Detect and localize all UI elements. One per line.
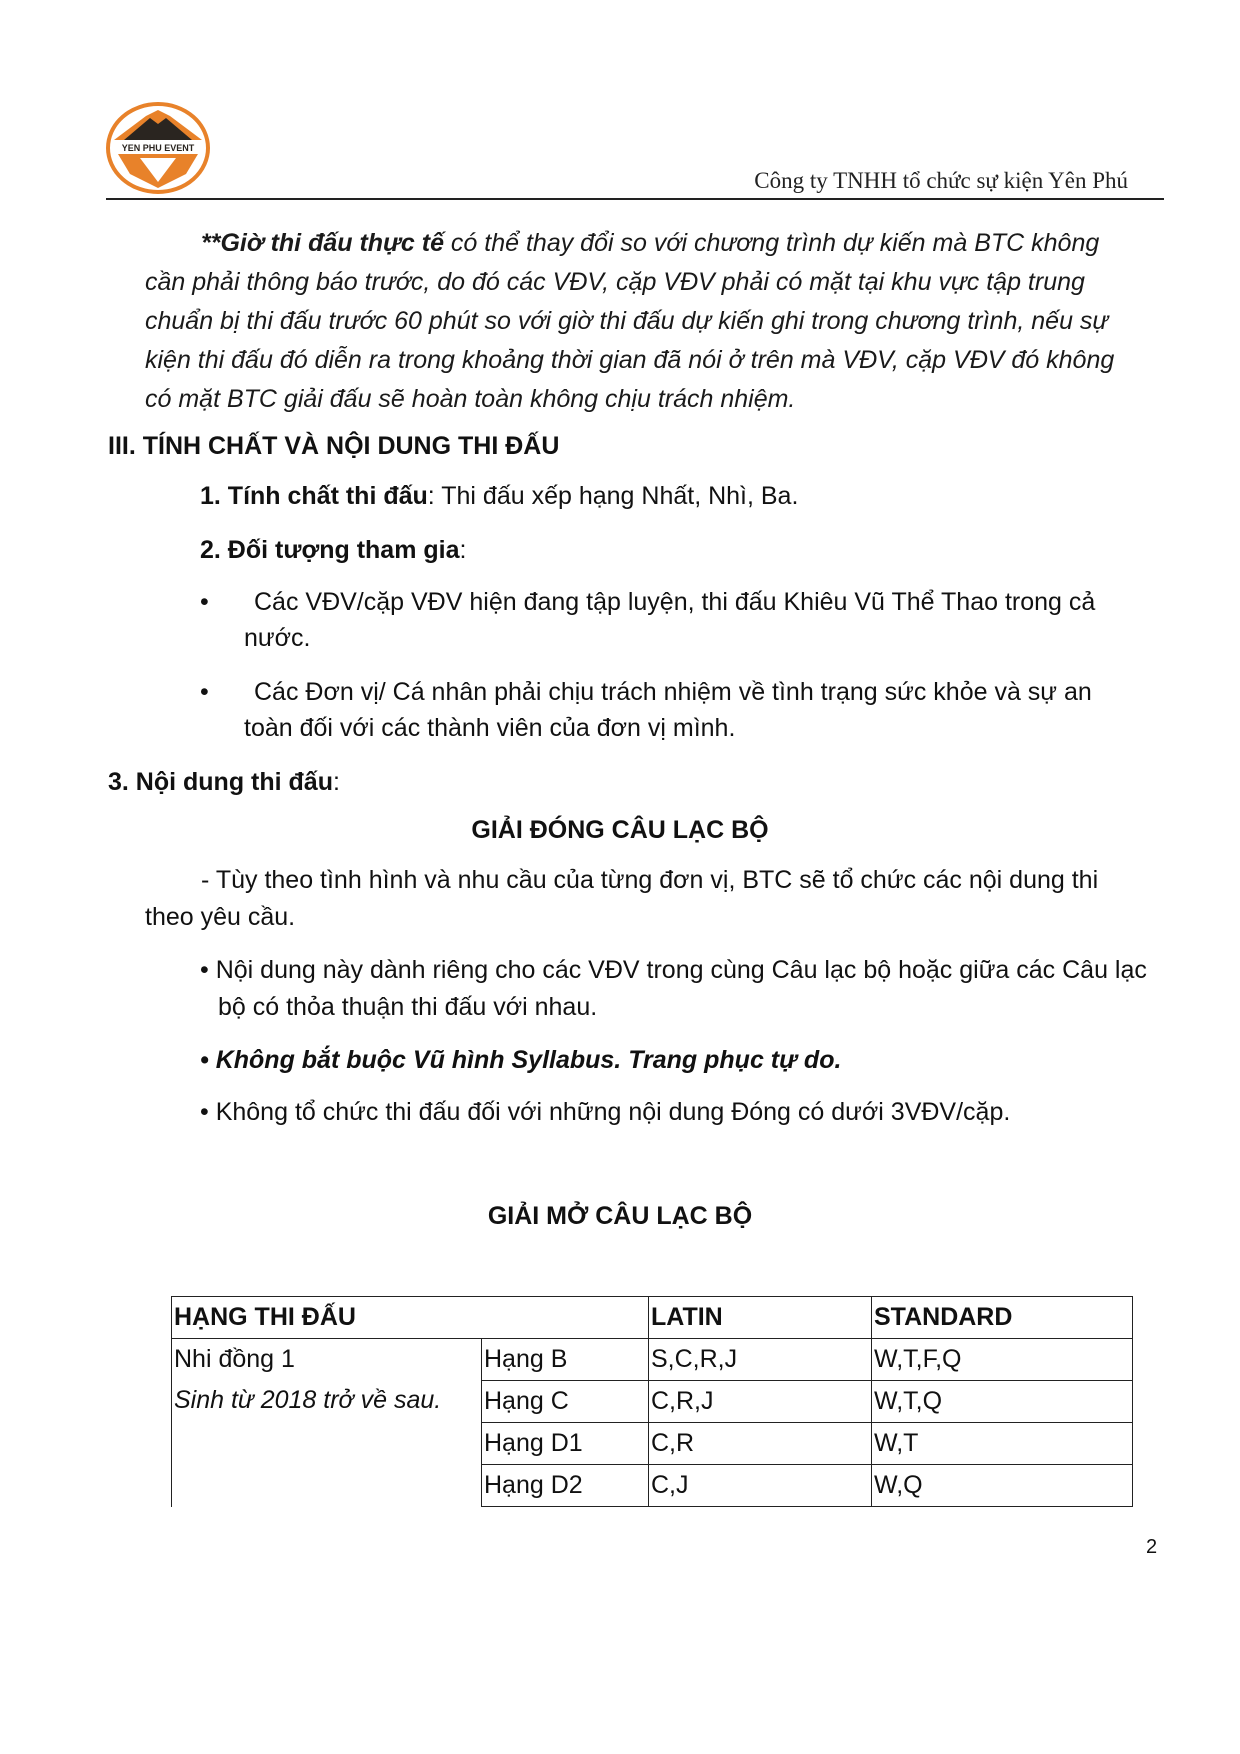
standard-cell: W,T,F,Q <box>872 1339 1133 1381</box>
open-club-heading: GIẢI MỞ CÂU LẠC BỘ <box>487 1202 753 1230</box>
standard-cell: W,Q <box>872 1465 1133 1507</box>
logo-text: YEN PHU EVENT <box>121 143 195 153</box>
item3-label: 3. Nội dung thi đấu <box>108 768 333 796</box>
bullet-text: Nội dung này dành riêng cho các VĐV trong cùng Câu lạc bộ hoặc giữa các Câu lạc <box>215 956 1147 984</box>
item1-text: : Thi đấu xếp hạng Nhất, Nhì, Ba. <box>427 482 799 510</box>
company-name: Công ty TNHH tổ chức sự kiện Yên Phú <box>754 168 1128 193</box>
latin-cell: C,R,J <box>649 1381 872 1423</box>
level-cell: Hạng D2 <box>482 1465 649 1507</box>
latin-cell: S,C,R,J <box>649 1339 872 1381</box>
bullet-text: Không bắt buộc Vũ hình Syllabus. Trang phục tự do. <box>215 1046 842 1074</box>
list-item <box>200 952 1160 1026</box>
closed-intro <box>145 862 1145 936</box>
notice-text: có thể thay đổi so với chương trình dự kiến mà BTC không cần phải thông báo trước, do đó các VĐV, cặp VĐV phải có mặt tại khu vực tập trung chuẩn bị thi đấu trước 60 phút so với giờ thi đấu dự kiến ghi trong chương trình, nếu sự kiện thi đấu đó diễn ra trong khoảng thời gian đã nói ở trên mà VĐV, cặp VĐV đó không có mặt BTC giải đấu sẽ hoàn toàn không chịu trách nhiệm. <box>145 229 1115 413</box>
bullet-icon: • <box>200 956 216 984</box>
age-group-cell <box>172 1339 482 1507</box>
table-row <box>172 1339 1133 1381</box>
item2-label: 2. Đối tượng tham gia <box>200 536 460 564</box>
header-latin: LATIN <box>649 1297 872 1339</box>
standard-cell: W,T,Q <box>872 1381 1133 1423</box>
table-header-row <box>172 1297 1133 1339</box>
schedule-notice <box>145 224 1145 419</box>
closed-club-heading: GIẢI ĐÓNG CÂU LẠC BỘ <box>471 816 769 844</box>
page-number: 2 <box>1146 1536 1158 1558</box>
level-cell: Hạng B <box>482 1339 649 1381</box>
competition-content <box>108 768 340 797</box>
bullet-icon: • <box>200 678 209 706</box>
section-heading: III. TÍNH CHẤT VÀ NỘI DUNG THI ĐẤU <box>108 432 560 460</box>
latin-cell: C,J <box>649 1465 872 1507</box>
item2-text: : <box>459 536 467 564</box>
list-item <box>200 1094 1160 1131</box>
participants <box>200 536 466 565</box>
item1-label: 1. Tính chất thi đấu <box>200 482 428 510</box>
header-standard: STANDARD <box>872 1297 1133 1339</box>
item3-text: : <box>332 768 340 796</box>
header-rule <box>106 198 1164 200</box>
closed-intro-text: - Tùy theo tình hình và nhu cầu của từng đơn vị, BTC sẽ tổ chức các nội dung thi theo yêu cầu. <box>145 866 1099 931</box>
level-cell: Hạng C <box>482 1381 649 1423</box>
notice-bold-lead: **Giờ thi đấu thực tế <box>201 229 444 257</box>
age-group-note: Sinh từ 2018 trở về sau. <box>174 1386 442 1414</box>
category-table <box>171 1296 1133 1507</box>
standard-cell: W,T <box>872 1423 1133 1465</box>
bullet-text: Các Đơn vị/ Cá nhân phải chịu trách nhiệm về tình trạng sức khỏe và sự an toàn đối với các thành viên của đơn vị mình. <box>244 678 1092 742</box>
bullet-text: Các VĐV/cặp VĐV hiện đang tập luyện, thi đấu Khiêu Vũ Thể Thao trong cả nước. <box>244 588 1096 652</box>
company-logo <box>106 102 210 194</box>
bullet-text-cont: bộ có thỏa thuận thi đấu với nhau. <box>218 993 598 1021</box>
latin-cell: C,R <box>649 1423 872 1465</box>
bullet-icon: • <box>200 588 209 616</box>
header-category: HẠNG THI ĐẤU <box>172 1297 649 1339</box>
age-group-name: Nhi đồng 1 <box>174 1345 295 1373</box>
level-cell: Hạng D1 <box>482 1423 649 1465</box>
list-item <box>200 1042 1160 1079</box>
competition-nature <box>200 482 798 511</box>
bullet-text: Không tổ chức thi đấu đối với những nội dung Đóng có dưới 3VĐV/cặp. <box>215 1098 1011 1126</box>
bullet-icon: • <box>200 1098 216 1126</box>
bullet-icon: • <box>200 1046 216 1074</box>
